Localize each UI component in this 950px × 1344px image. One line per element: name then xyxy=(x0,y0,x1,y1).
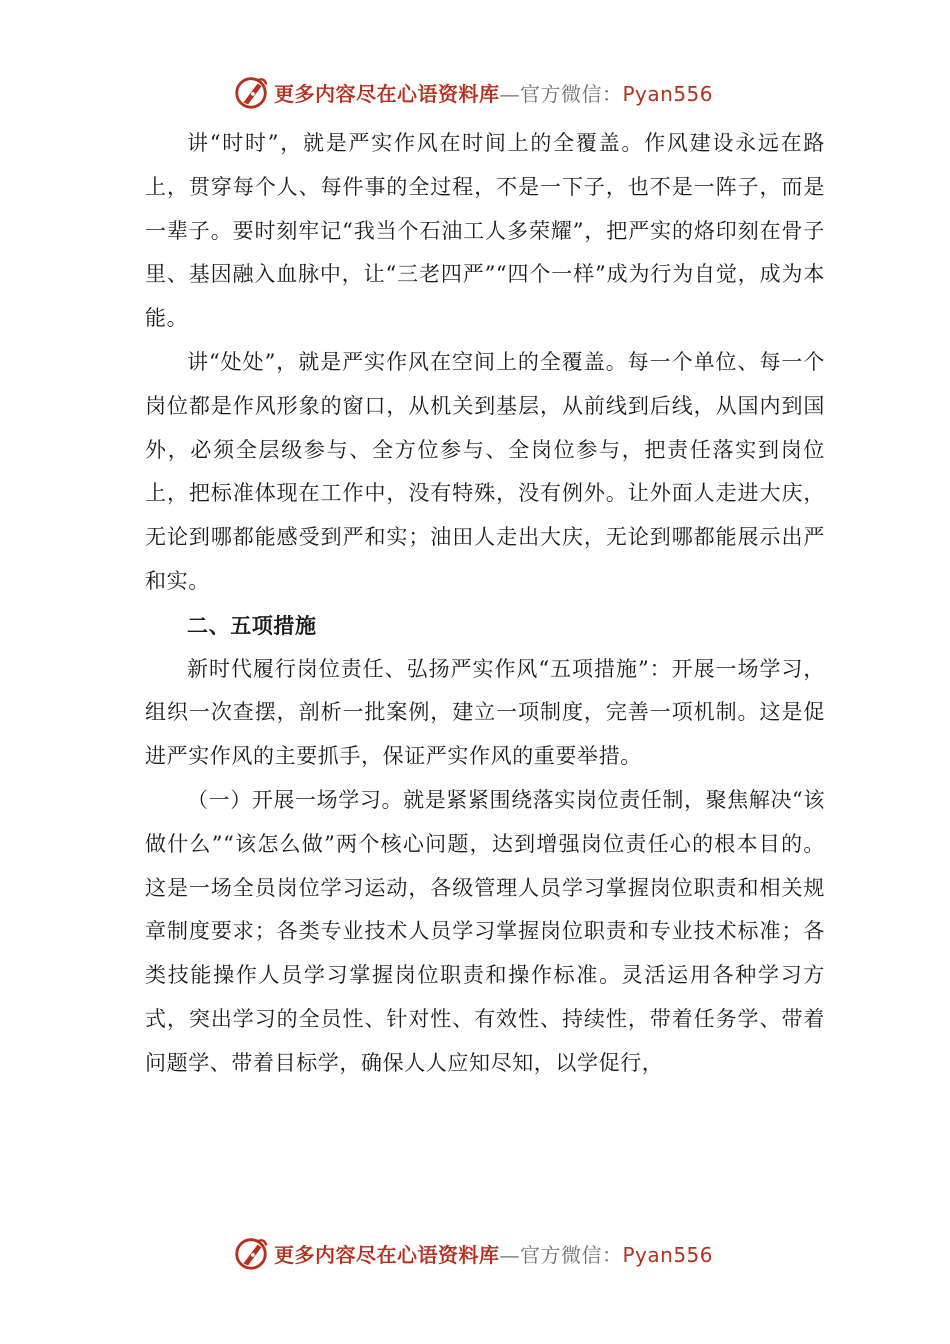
banner-label: 官方微信： xyxy=(520,81,623,106)
banner-title: 更多内容尽在心语资料库 xyxy=(274,81,500,106)
banner-separator: — xyxy=(499,81,520,106)
header-banner xyxy=(232,70,752,114)
banner-handle: Pyan556 xyxy=(622,81,714,106)
paragraph-chuchu: 讲“处处”，就是严实作风在空间上的全覆盖。每一个单位、每一个岗位都是作风形象的窗口，从机关到基层，从前线到后线，从国内到国外，必须全层级参与、全方位参与、全岗位参与，把责任落实到岗位上，把标准体现在工作中，没有特殊，没有例外。让外面人走进大庆，无论到哪都能感受到严和实；油田人走出大庆，无论到哪都能展示出严和实。 xyxy=(145,349,825,593)
section-heading: 二、五项措施 xyxy=(187,612,317,638)
banner-label: 官方微信： xyxy=(520,1242,623,1267)
pen-nib-logo-icon xyxy=(232,73,270,111)
pen-nib-logo-icon xyxy=(232,1234,270,1272)
banner-title: 更多内容尽在心语资料库 xyxy=(274,1242,500,1267)
banner-text xyxy=(274,1239,713,1268)
document-body xyxy=(145,122,825,1086)
paragraph-study: （一）开展一场学习。就是紧紧围绕落实岗位责任制，聚焦解决“该做什么”“该怎么做”两个核心问题，达到增强岗位责任心的根本目的。这是一场全员岗位学习运动，各级管理人员学习掌握岗位职责和相关规章制度要求；各类专业技术人员学习掌握岗位职责和专业技术标准；各类技能操作人员学习掌握岗位职责和操作标准。灵活运用各种学习方式，突出学习的全员性、针对性、有效性、持续性，带着任务学、带着问题学、带着目标学，确保人人应知尽知，以学促行， xyxy=(145,787,825,1075)
banner-separator: — xyxy=(499,1242,520,1267)
paragraph-shishi: 讲“时时”，就是严实作风在时间上的全覆盖。作风建设永远在路上，贯穿每个人、每件事的全过程，不是一下子，也不是一阵子，而是一辈子。要时刻牢记“我当个石油工人多荣耀”，把严实的烙印刻在骨子里、基因融入血脉中，让“三老四严”“四个一样”成为行为自觉，成为本能。 xyxy=(145,131,825,331)
footer-banner xyxy=(232,1231,752,1275)
paragraph-five-measures: 新时代履行岗位责任、弘扬严实作风“五项措施”：开展一场学习，组织一次查摆，剖析一批案例，建立一项制度，完善一项机制。这是促进严实作风的主要抓手，保证严实作风的重要举措。 xyxy=(145,656,825,769)
banner-text xyxy=(274,78,713,107)
banner-handle: Pyan556 xyxy=(622,1242,714,1267)
